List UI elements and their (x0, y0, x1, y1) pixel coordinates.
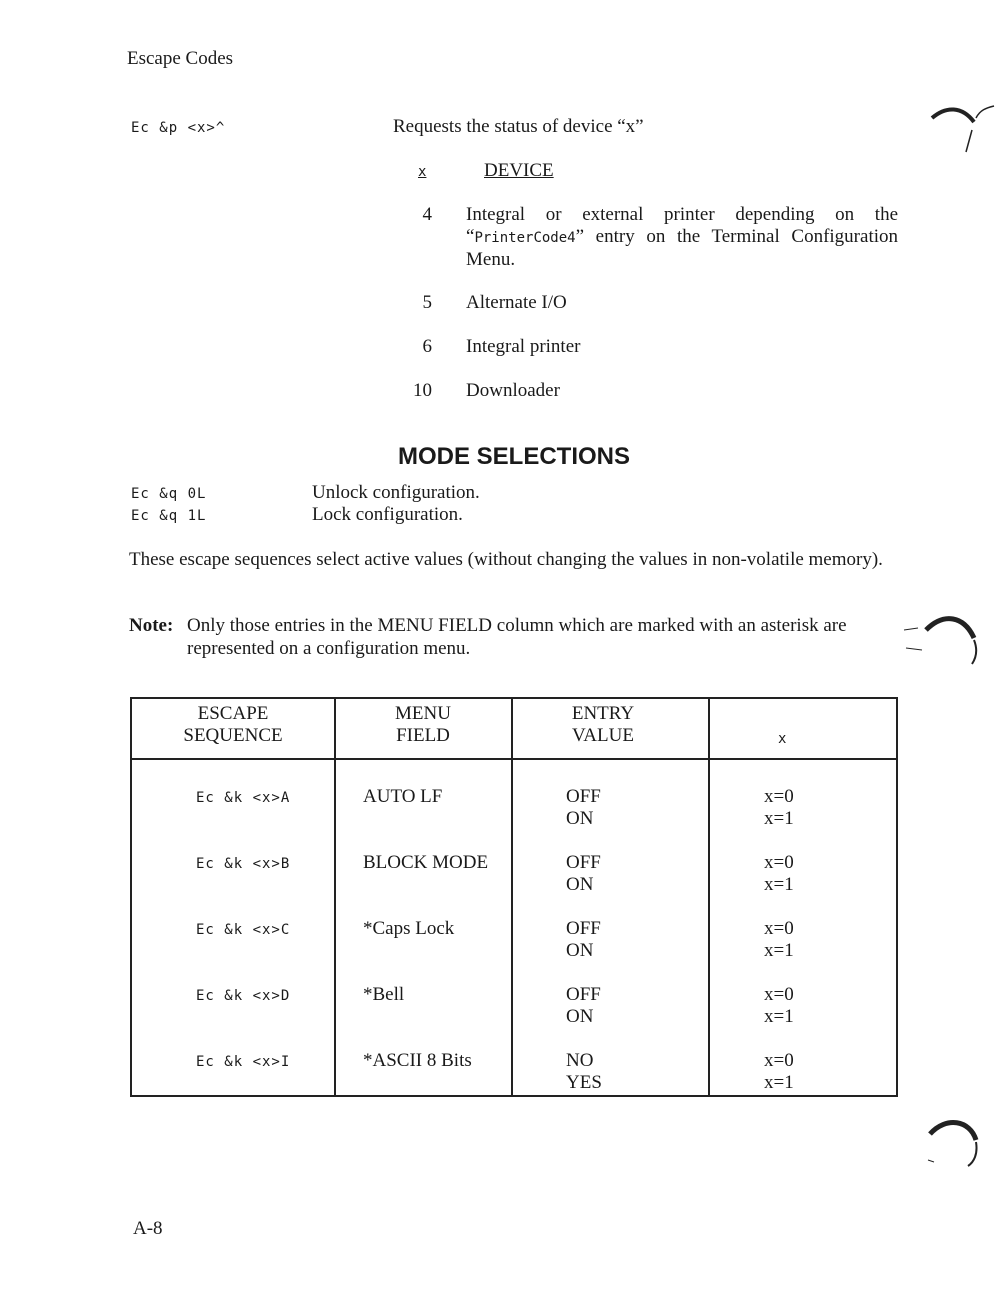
table-row-x: x=1 (764, 1006, 794, 1027)
scan-artifact (920, 1112, 990, 1172)
page-number: A-8 (133, 1218, 163, 1239)
header-divider (132, 758, 896, 760)
header-line: SEQUENCE (183, 725, 283, 746)
table-row-x: x=0 (764, 1050, 794, 1071)
running-header: Escape Codes (127, 48, 234, 69)
table-row-seq: Ec &k <x>I (196, 1054, 291, 1070)
status-description: Requests the status of device “x” (393, 116, 644, 137)
note (129, 614, 899, 660)
printercode-entry: PrinterCode4 (474, 230, 576, 246)
device-column-x-header: x (418, 164, 427, 180)
lock-escape-code: Ec &q 0L (131, 486, 207, 502)
section-heading: MODE SELECTIONS (397, 443, 631, 470)
lock-description: Lock configuration. (312, 504, 463, 525)
device-column-device-header: DEVICE (484, 160, 554, 181)
table-row-field: BLOCK MODE (363, 852, 489, 873)
status-escape-code: Ec &p <x>^ (131, 120, 226, 136)
header-line: ENTRY (571, 703, 635, 724)
header-line: VALUE (572, 725, 634, 746)
table-row-x: x=1 (764, 1072, 794, 1093)
table-row-value: ON (566, 874, 594, 895)
scan-artifact (900, 608, 980, 668)
header-x: x (778, 731, 788, 747)
intro-paragraph: These escape sequences select active values (without changing the values in non-volatile memory). (129, 549, 883, 570)
table-row-x: x=1 (764, 808, 794, 829)
table-row-value: YES (566, 1072, 602, 1093)
note-label: Note: (129, 615, 174, 636)
device-description: Integral printer (466, 336, 581, 357)
table-row-field: *Caps Lock (363, 918, 455, 939)
table-row-x: x=1 (764, 940, 794, 961)
device-number: 4 (422, 204, 432, 225)
table-row-value: OFF (566, 918, 601, 939)
table-row-x: x=1 (764, 874, 794, 895)
table-row-value: NO (566, 1050, 594, 1071)
table-row-value: ON (566, 808, 594, 829)
table-row-field: *Bell (363, 984, 405, 1005)
table-row-seq: Ec &k <x>A (196, 790, 291, 806)
table-row-value: ON (566, 1006, 594, 1027)
table-row-x: x=0 (764, 984, 794, 1005)
header-entry-value (512, 703, 694, 747)
table-row-value: OFF (566, 786, 601, 807)
table-row-seq: Ec &k <x>D (196, 988, 291, 1004)
device-number: 6 (422, 336, 432, 357)
header-line: FIELD (396, 725, 450, 746)
device-number: 5 (422, 292, 432, 313)
header-line: MENU (395, 703, 451, 724)
header-menu-field (334, 703, 512, 747)
mode-selection-table (130, 697, 898, 1097)
table-row-field: *ASCII 8 Bits (363, 1050, 472, 1071)
device-description: Alternate I/O (466, 292, 567, 313)
device-number: 10 (413, 380, 432, 401)
scan-artifact (924, 100, 1000, 160)
table-row-seq: Ec &k <x>C (196, 922, 291, 938)
table-row-value: OFF (566, 852, 601, 873)
note-text: Only those entries in the MENU FIELD column which are marked with an asterisk are represented on a configuration menu. (187, 615, 847, 659)
table-row-value: OFF (566, 984, 601, 1005)
table-row-x: x=0 (764, 918, 794, 939)
table-row-field: AUTO LF (363, 786, 443, 807)
table-row-seq: Ec &k <x>B (196, 856, 291, 872)
device-description: Downloader (466, 380, 560, 401)
header-escape-sequence (132, 703, 334, 747)
lock-escape-code: Ec &q 1L (131, 508, 207, 524)
device-text-part: ” entry on the Terminal Configuration Menu. (466, 226, 898, 270)
table-row-x: x=0 (764, 852, 794, 873)
device-text-part: Integral or external printer depending on the “ (466, 204, 898, 247)
table-row-value: ON (566, 940, 594, 961)
header-line: ESCAPE (197, 703, 269, 724)
device-description (466, 204, 898, 271)
lock-description: Unlock configuration. (312, 482, 480, 503)
table-row-x: x=0 (764, 786, 794, 807)
